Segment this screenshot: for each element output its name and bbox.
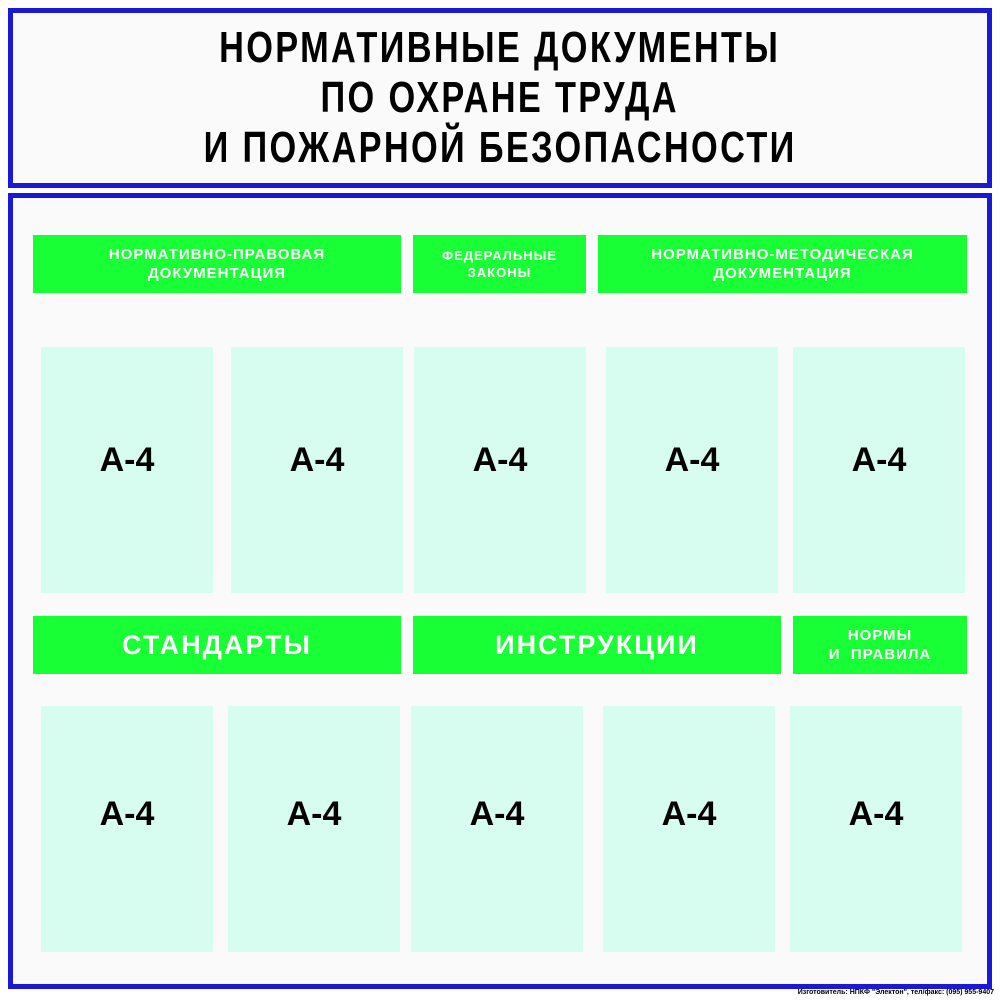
section-header-normative-legal <box>33 235 401 293</box>
title-line-1: НОРМАТИВНЫЕ ДОКУМЕНТЫ <box>219 23 781 72</box>
a4-pocket <box>231 347 403 593</box>
section-header-line: СТАНДАРТЫ <box>122 629 312 660</box>
a4-pocket <box>606 347 778 593</box>
pocket-label: А-4 <box>472 440 528 479</box>
section-header-line: НОРМАТИВНО-МЕТОДИЧЕСКАЯ <box>651 246 914 263</box>
title-line-2: ПО ОХРАНЕ ТРУДА <box>320 73 680 122</box>
title-panel <box>8 8 992 188</box>
section-header-federal-laws <box>413 235 586 293</box>
pocket-label: А-4 <box>664 440 720 479</box>
a4-pocket <box>793 347 965 593</box>
pocket-label: А-4 <box>99 794 155 833</box>
a4-pocket <box>603 706 775 952</box>
a4-pocket <box>228 706 400 952</box>
pocket-label: А-4 <box>99 440 155 479</box>
manufacturer-footer: Изготовитель: НПКФ "Электон", тел/факс: (095) 955-9407 <box>797 989 994 996</box>
section-header-norms-rules <box>793 616 967 674</box>
section-header-standards <box>33 616 401 674</box>
pocket-label: А-4 <box>469 794 525 833</box>
section-header-normative-methodical <box>598 235 967 293</box>
a4-pocket <box>41 347 213 593</box>
section-header-line: НОРМЫ <box>847 627 913 644</box>
title-line-3: И ПОЖАРНОЙ БЕЗОПАСНОСТИ <box>203 123 797 172</box>
section-header-line: НОРМАТИВНО-ПРАВОВАЯ <box>108 246 326 263</box>
a4-pocket <box>411 706 583 952</box>
pocket-label: А-4 <box>848 794 904 833</box>
section-header-line: И ПРАВИЛА <box>828 646 932 663</box>
pocket-label: А-4 <box>289 440 345 479</box>
section-header-instructions <box>413 616 781 674</box>
documents-board <box>8 193 992 989</box>
section-header-line: ЗАКОНЫ <box>467 265 532 280</box>
section-header-line: ДОКУМЕНТАЦИЯ <box>713 265 852 282</box>
a4-pocket <box>41 706 213 952</box>
pocket-label: А-4 <box>661 794 717 833</box>
section-header-line: ДОКУМЕНТАЦИЯ <box>147 265 287 282</box>
a4-pocket <box>790 706 962 952</box>
a4-pocket <box>414 347 586 593</box>
pocket-label: А-4 <box>851 440 907 479</box>
pocket-label: А-4 <box>286 794 342 833</box>
section-header-line: ФЕДЕРАЛЬНЫЕ <box>441 248 558 263</box>
section-header-line: ИНСТРУКЦИИ <box>495 629 699 660</box>
